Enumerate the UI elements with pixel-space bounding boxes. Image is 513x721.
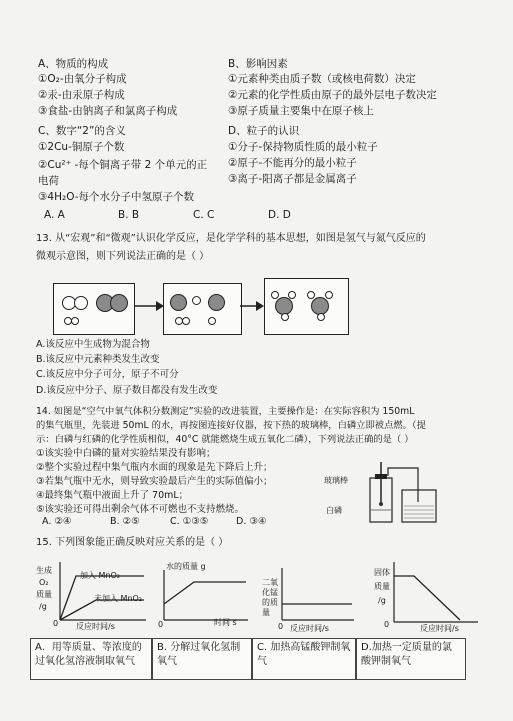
g3-ylabel-4: 量 <box>262 608 270 617</box>
option-b-item-3: ③原子质量主要集中在原子核上 <box>228 105 374 117</box>
choice-c[interactable]: C. C <box>193 209 215 221</box>
option-b-item-2: ②元素的化学性质由原子的最外层电子数决定 <box>228 89 437 101</box>
choice-b[interactable]: B. B <box>118 209 140 221</box>
g4-ylabel-3: /g <box>378 596 386 605</box>
n-atom <box>110 294 128 312</box>
q15-choice-d[interactable]: D.加热一定质量的氯酸钾制氧气 <box>356 638 466 680</box>
graph-4 <box>390 560 482 626</box>
g1-xlabel: 反应时间/s <box>76 622 115 631</box>
choice-a[interactable]: A. A <box>44 209 65 221</box>
g3-ylabel-2: 化锰 <box>262 588 278 597</box>
q14-choice-d[interactable]: D. ③④ <box>236 516 267 527</box>
q14-stem-1: 14. 如图是“空气中氧气体积分数测定”实验的改进装置，主要操作是：在实际容积为 150mL <box>36 406 415 417</box>
label-glass-rod: 玻璃棒 <box>324 476 348 485</box>
g1-origin: 0 <box>53 619 59 628</box>
q14-choice-c[interactable]: C. ①③⑤ <box>170 516 209 527</box>
option-c-item-2-cont: 电荷 <box>38 175 59 187</box>
option-b-item-1: ①元素种类由质子数（或核电荷数）决定 <box>228 73 416 85</box>
n-atom <box>208 294 225 311</box>
option-d-title: D、粒子的认识 <box>228 125 300 137</box>
option-c-title: C、数字“2”的含义 <box>38 125 126 137</box>
option-d-item-1: ①分子-保持物质性质的最小粒子 <box>228 141 378 153</box>
g3-origin: 0 <box>278 622 284 631</box>
h-atom <box>281 313 289 321</box>
intermediate-box <box>163 283 242 335</box>
q15-choice-a[interactable]: A．用等质量、等浓度的过氧化氢溶液制取氧气 <box>30 638 152 680</box>
q14-statement-4: ④最终集气瓶中液面上升了 70mL； <box>36 490 189 501</box>
h-atom <box>71 317 79 325</box>
graph-3 <box>278 566 358 624</box>
q14-stem-2: 的集气瓶里，先装进 50mL 的水，再按图连接好仪器，按下热的玻璃棒，白磷立即被点燃。（提 <box>36 420 426 431</box>
g1-ylabel-2: O₂ <box>39 578 49 587</box>
h-atom <box>271 291 279 299</box>
q14-statement-1: ①该实验中白磷的量对实验结果没有影响； <box>36 448 216 459</box>
option-a-item-1: ①O₂-由氧分子构成 <box>38 73 127 85</box>
q13-choice-d[interactable]: D.该反应中分子、原子数目都没有发生改变 <box>36 385 218 396</box>
g4-origin: 0 <box>384 620 390 629</box>
g1-curve-2: 未加入 MnO₂ <box>94 594 143 603</box>
q13-stem-1: 13. 从“宏观”和“微观”认识化学反应，是化学学科的基本思想，如图是氢气与氮气反应的 <box>36 233 426 244</box>
h-atom <box>325 291 333 299</box>
g2-ylabel: 水的质量 g <box>166 562 206 571</box>
apparatus-diagram <box>338 462 450 532</box>
option-c-item-1: ①2Cu-铜原子个数 <box>38 141 125 153</box>
option-a-title: A、物质的构成 <box>38 58 109 70</box>
g1-ylabel-3: 质量 <box>36 590 52 599</box>
n-atom <box>170 294 187 311</box>
g3-ylabel-3: 的质 <box>262 598 278 607</box>
graph-1 <box>56 560 151 626</box>
g4-xlabel: 反应时间/s <box>420 624 459 633</box>
g1-ylabel-4: /g <box>39 602 47 611</box>
g4-ylabel-1: 固体 <box>374 568 390 577</box>
g4-ylabel-2: 质量 <box>374 582 390 591</box>
g1-ylabel-1: 生成 <box>36 566 52 575</box>
h-atom <box>74 296 88 310</box>
q14-choice-b[interactable]: B. ②⑤ <box>110 516 140 527</box>
q13-choice-b[interactable]: B.该反应中元素种类发生改变 <box>36 354 160 365</box>
option-b-title: B、影响因素 <box>228 58 288 70</box>
h-atom <box>288 291 296 299</box>
option-c-item-2: ②Cu²⁺ -每个铜离子带 2 个单元的正 <box>38 159 208 171</box>
q15-stem: 15. 下列图象能正确反映对应关系的是（ ） <box>36 537 229 548</box>
q14-statement-2: ②整个实验过程中集气瓶内水面的现象是先下降后上升； <box>36 462 273 473</box>
q15-choice-b[interactable]: B. 分解过氧化氢制氧气 <box>152 638 252 680</box>
q14-choice-a[interactable]: A. ②④ <box>42 516 72 527</box>
label-white-phosphorus: 白磷 <box>326 506 342 515</box>
arrow-icon <box>134 299 164 313</box>
q14-statement-3: ③若集气瓶中无水，则导致实验最后产生的实际值偏小； <box>36 476 273 487</box>
option-c-item-3: ③4H₂O-每个水分子中氢原子个数 <box>38 191 195 203</box>
g3-xlabel: 反应时间/s <box>290 624 329 633</box>
h-atom <box>317 313 325 321</box>
h-atom <box>182 317 190 325</box>
q14-statement-5: ⑤该实验还可得出剩余气体不可燃也不支持燃烧。 <box>36 504 245 515</box>
q13-stem-2: 微观示意图，则下列说法正确的是（ ） <box>36 251 210 262</box>
option-a-item-3: ③食盐-由钠离子和氯离子构成 <box>38 105 178 117</box>
g2-xlabel: 时间 s <box>214 618 237 627</box>
arrow-icon <box>240 299 264 313</box>
h-atom <box>307 291 315 299</box>
q15-choice-c[interactable]: C. 加热高锰酸钾制氧气 <box>252 638 356 680</box>
g3-ylabel-1: 二氧 <box>262 578 278 587</box>
choice-d[interactable]: D. D <box>268 209 291 221</box>
option-d-item-3: ③离子-阳离子都是金属离子 <box>228 173 357 185</box>
g2-origin: 0 <box>158 620 164 629</box>
option-a-item-2: ②汞-由汞原子构成 <box>38 89 125 101</box>
h-atom <box>208 317 216 325</box>
q13-choice-a[interactable]: A.该反应中生成物为混合物 <box>36 339 150 350</box>
q14-stem-3: 示：白磷与红磷的化学性质相似，40°C 就能燃烧生成五氧化二磷），下列说法正确的是（ ） <box>36 434 414 445</box>
q13-choice-c[interactable]: C.该反应中分子可分，原子不可分 <box>36 369 179 380</box>
product-box <box>264 278 349 335</box>
reactant-box <box>53 283 135 335</box>
graph-2 <box>160 570 252 624</box>
h-atom <box>192 296 201 305</box>
g1-curve-1: 加入 MnO₂ <box>80 571 121 580</box>
option-d-item-2: ②原子-不能再分的最小粒子 <box>228 157 357 169</box>
